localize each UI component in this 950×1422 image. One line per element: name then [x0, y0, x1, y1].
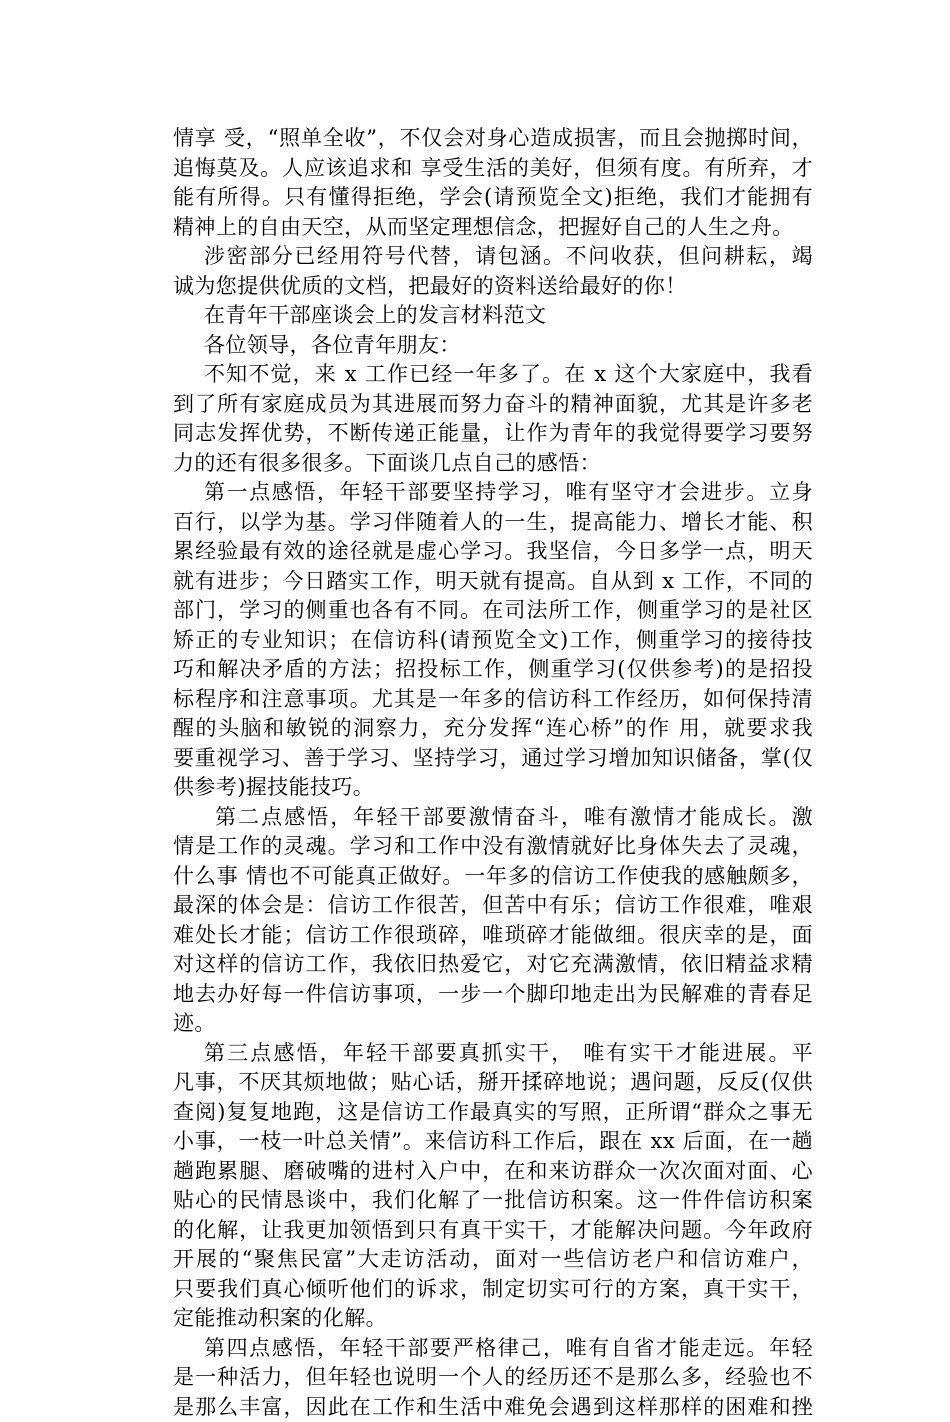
- text-line: 就有进步；今日踏实工作，明天就有提高。自从到 x 工作，不同的: [173, 567, 813, 597]
- text-line: 情享 受，“照单全收”，不仅会对身心造成损害，而且会抛掷时间，: [173, 124, 813, 154]
- text-line: 巧和解决矛盾的方法；招投标工作，侧重学习(仅供参考)的是招投: [173, 655, 813, 685]
- document-body: [173, 124, 813, 1422]
- text-line: 同志发挥优势，不断传递正能量，让作为青年的我觉得要学习要努: [173, 419, 813, 449]
- text-line: 定能推动积案的化解。: [173, 1304, 813, 1334]
- text-line: 精神上的自由天空，从而坚定理想信念，把握好自己的人生之舟。: [173, 213, 813, 243]
- text-line: 开展的“聚焦民富”大走访活动，面对一些信访老户和信访难户，: [173, 1245, 813, 1275]
- text-line: 的化解，让我更加领悟到只有真干实干，才能解决问题。今年政府: [173, 1216, 813, 1246]
- text-line: 到了所有家庭成员为其进展而努力奋斗的精神面貌，尤其是许多老: [173, 390, 813, 420]
- text-line: 只要我们真心倾听他们的诉求，制定切实可行的方案，真干实干，: [173, 1275, 813, 1305]
- text-line: 迹。: [173, 1009, 813, 1039]
- text-line: 供参考)握技能技巧。: [173, 773, 813, 803]
- text-line: 第一点感悟，年轻干部要坚持学习，唯有坚守才会进步。立身: [173, 478, 813, 508]
- text-line: 是那么丰富，因此在工作和生活中难免会遇到这样那样的困难和挫: [173, 1393, 813, 1422]
- text-line: 不知不觉，来 x 工作已经一年多了。在 x 这个大家庭中，我看: [173, 360, 813, 390]
- text-line: 什么事 情也不可能真正做好。一年多的信访工作使我的感触颇多，: [173, 862, 813, 892]
- text-line: 要重视学习、善于学习、坚持学习，通过学习增加知识储备，掌(仅: [173, 744, 813, 774]
- text-line: 第二点感悟，年轻干部要激情奋斗，唯有激情才能成长。激: [173, 803, 813, 833]
- text-line: 矫正的专业知识；在信访科(请预览全文)工作，侧重学习的接待技: [173, 626, 813, 656]
- text-line: 是一种活力，但年轻也说明一个人的经历还不是那么多，经验也不: [173, 1363, 813, 1393]
- text-line: 第四点感悟，年轻干部要严格律己，唯有自省才能走远。年轻: [173, 1334, 813, 1364]
- text-line: 趟跑累腿、磨破嘴的进村入户中，在和来访群众一次次面对面、心: [173, 1157, 813, 1187]
- text-line: 对这样的信访工作，我依旧热爱它，对它充满激情，依旧精益求精: [173, 950, 813, 980]
- text-line: 在青年干部座谈会上的发言材料范文: [173, 301, 813, 331]
- text-line: 醒的头脑和敏锐的洞察力，充分发挥“连心桥”的作 用，就要求我: [173, 714, 813, 744]
- text-line: 最深的体会是：信访工作很苦，但苦中有乐；信访工作很难，唯艰: [173, 891, 813, 921]
- text-line: 小事，一枝一叶总关情”。来信访科工作后，跟在 xx 后面，在一趟: [173, 1127, 813, 1157]
- text-line: 情是工作的灵魂。学习和工作中没有激情就好比身体失去了灵魂，: [173, 832, 813, 862]
- text-line: 百行，以学为基。学习伴随着人的一生，提高能力、增长才能、积: [173, 508, 813, 538]
- text-line: 累经验最有效的途径就是虚心学习。我坚信，今日多学一点，明天: [173, 537, 813, 567]
- text-line: 贴心的民情恳谈中，我们化解了一批信访积案。这一件件信访积案: [173, 1186, 813, 1216]
- text-line: 地去办好每一件信访事项，一步一个脚印地走出为民解难的青春足: [173, 980, 813, 1010]
- text-line: 能有所得。只有懂得拒绝，学会(请预览全文)拒绝，我们才能拥有: [173, 183, 813, 213]
- text-line: 诚为您提供优质的文档，把最好的资料送给最好的你！: [173, 272, 813, 302]
- text-line: 标程序和注意事项。尤其是一年多的信访科工作经历，如何保持清: [173, 685, 813, 715]
- text-line: 部门，学习的侧重也各有不同。在司法所工作，侧重学习的是社区: [173, 596, 813, 626]
- text-line: 凡事，不厌其烦地做；贴心话，掰开揉碎地说；遇问题，反反(仅供: [173, 1068, 813, 1098]
- text-line: 涉密部分已经用符号代替，请包涵。不问收获，但问耕耘，竭: [173, 242, 813, 272]
- text-line: 追悔莫及。人应该追求和 享受生活的美好，但须有度。有所弃，才: [173, 154, 813, 184]
- text-line: 各位领导，各位青年朋友：: [173, 331, 813, 361]
- text-line: 力的还有很多很多。下面谈几点自己的感悟：: [173, 449, 813, 479]
- text-line: 第三点感悟，年轻干部要真抓实干， 唯有实干才能进展。平: [173, 1039, 813, 1069]
- text-line: 查阅)复复地跑，这是信访工作最真实的写照，正所谓“群众之事无: [173, 1098, 813, 1128]
- text-line: 难处长才能；信访工作很琐碎，唯琐碎才能做细。很庆幸的是，面: [173, 921, 813, 951]
